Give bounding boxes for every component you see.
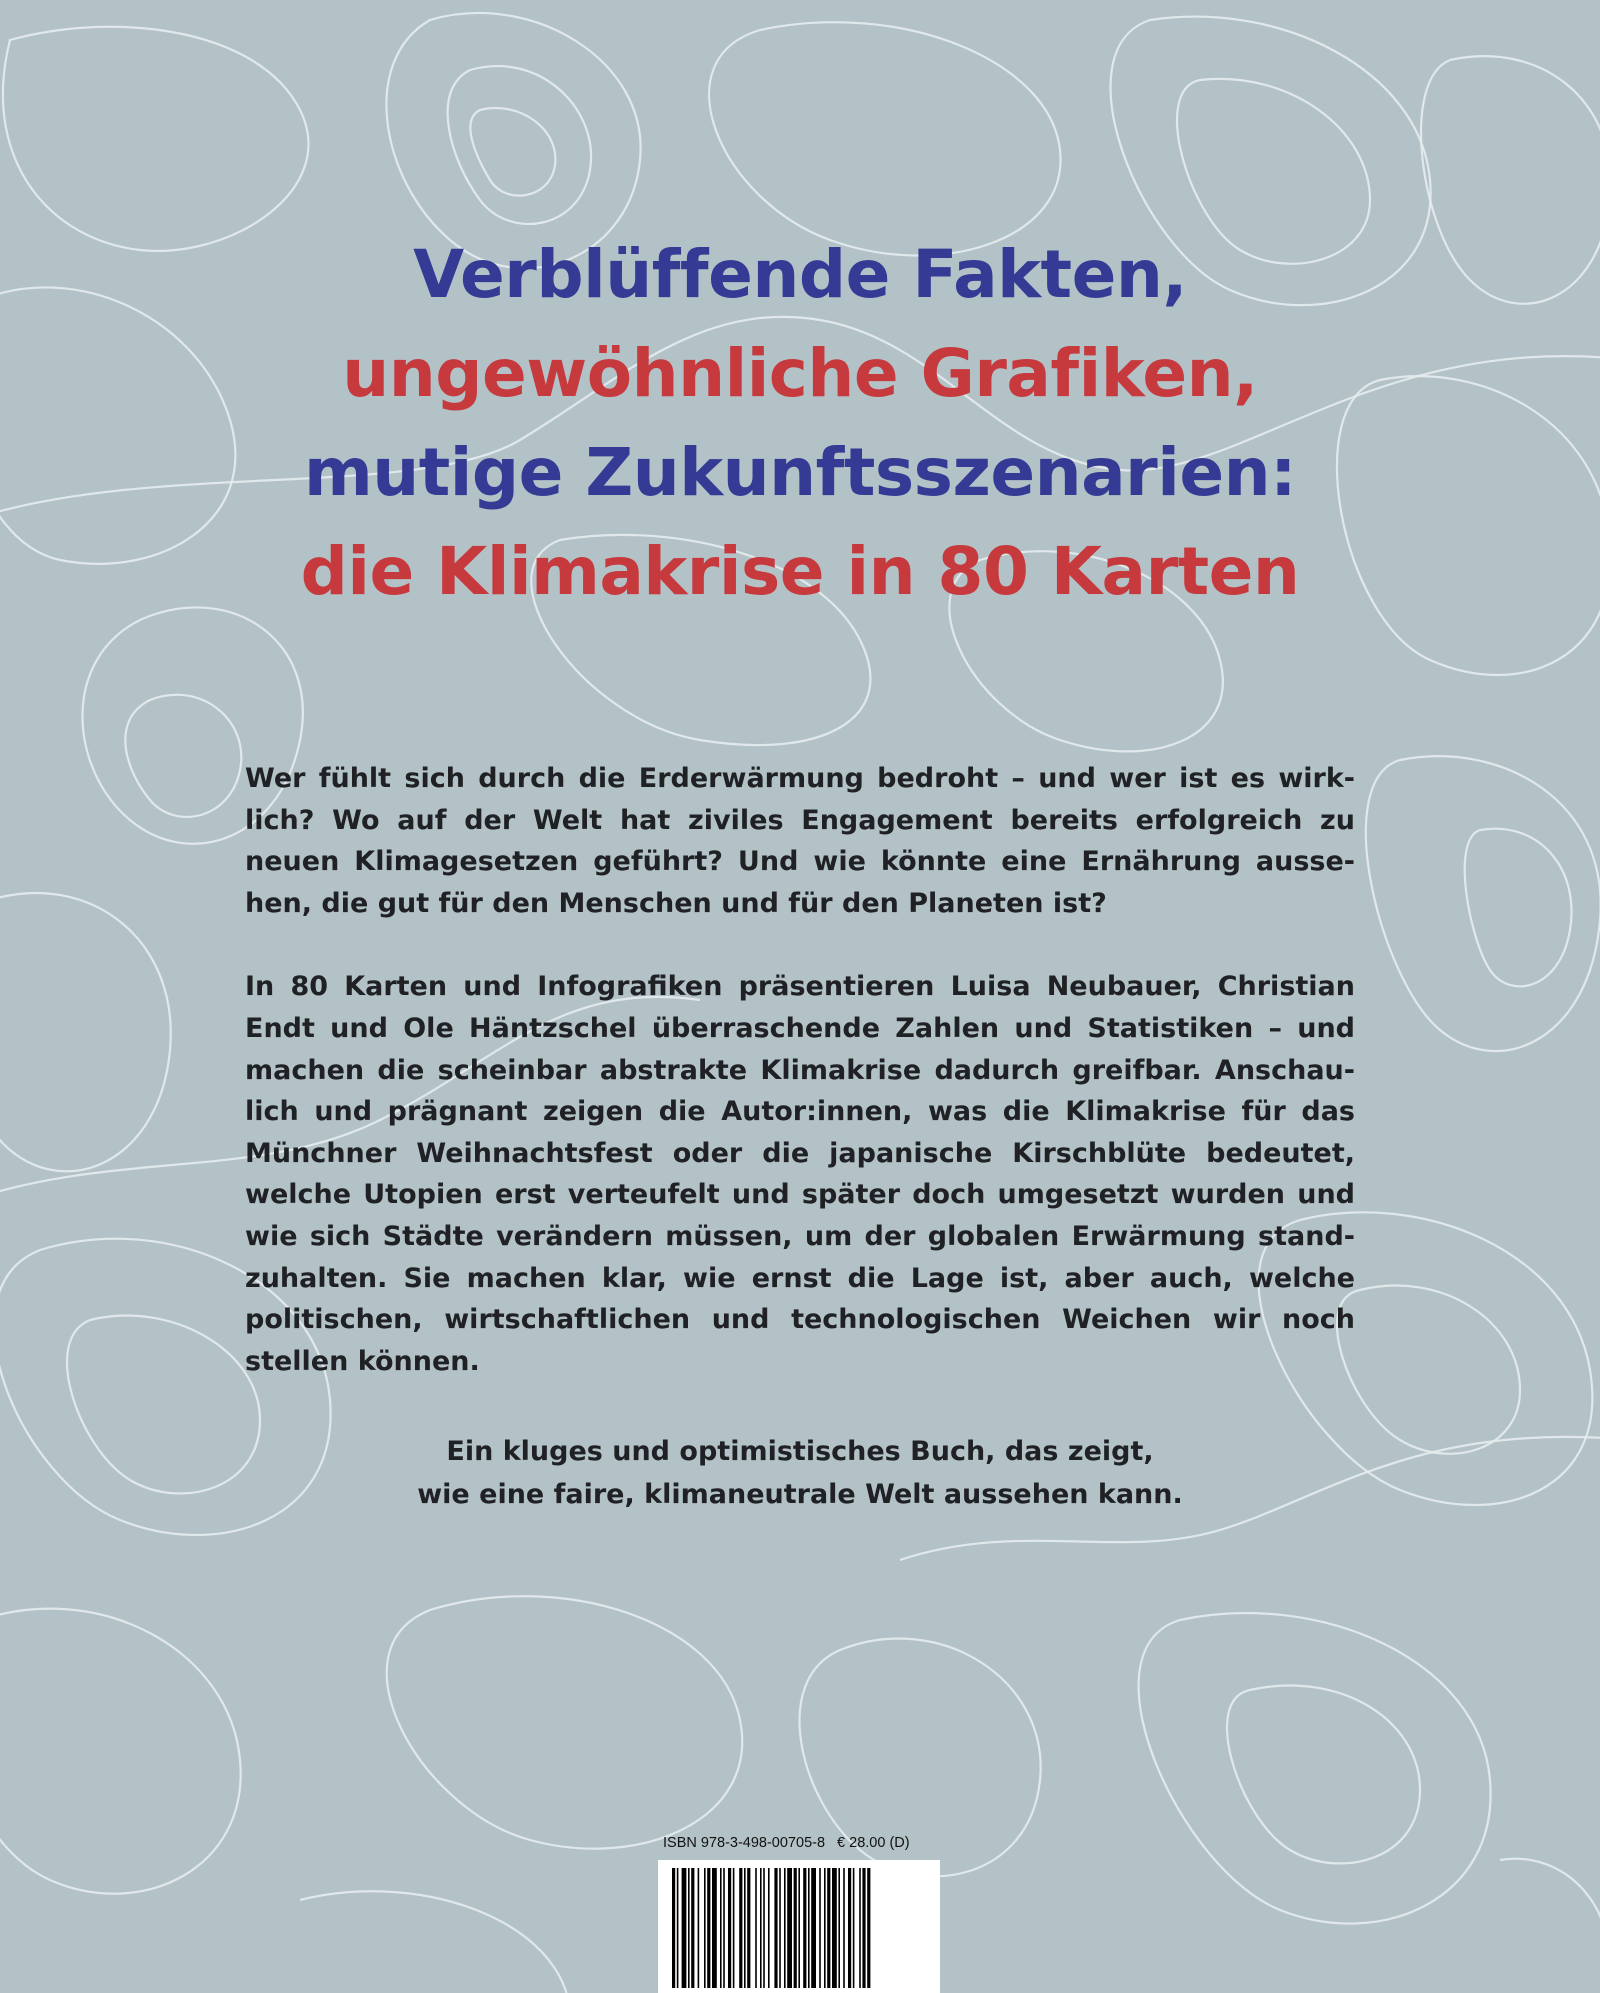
barcode-bar	[784, 1868, 786, 1988]
paragraph-line: hen, die gut für den Menschen und für den Planeten ist?	[245, 887, 1107, 919]
barcode-bar	[787, 1868, 792, 1988]
paragraph-line: In 80 Karten und Infografiken präsentieren Luisa Neubauer, Christian	[245, 971, 1355, 1003]
barcode-bar	[688, 1868, 690, 1988]
barcode-bar	[824, 1868, 826, 1988]
paragraph-line: wie sich Städte verändern müssen, um der globalen Erwärmung stand-	[245, 1220, 1355, 1252]
barcode-bar	[853, 1868, 855, 1988]
headline-line-3: mutige Zukunftsszenarien:	[304, 434, 1296, 511]
barcode-bar	[677, 1868, 679, 1988]
barcode-bar	[827, 1868, 830, 1988]
paragraph-2	[245, 966, 1355, 1382]
headline-line-2: ungewöhnliche Grafiken,	[342, 335, 1258, 412]
barcode-bar	[739, 1868, 742, 1988]
barcode-bar	[862, 1868, 865, 1988]
closing-statement	[0, 1430, 1600, 1516]
barcode-bar	[832, 1868, 837, 1988]
barcode-bar	[704, 1868, 706, 1988]
barcode-bar	[747, 1868, 750, 1988]
barcode-bar	[811, 1868, 816, 1988]
barcode-bar	[760, 1868, 762, 1988]
headline-line-1: Verblüffende Fakten,	[413, 236, 1187, 313]
barcode-bar	[755, 1868, 757, 1988]
blurb-text	[245, 758, 1355, 1424]
barcode-bar	[712, 1868, 717, 1988]
isbn-number: ISBN 978-3-498-00705-8	[663, 1835, 826, 1851]
barcode-bar	[798, 1868, 800, 1988]
closing-line-1: Ein kluges und optimistisches Buch, das zeigt,	[446, 1436, 1154, 1467]
paragraph-line: machen die scheinbar abstrakte Klimakrise dadurch greifbar. Anschau-	[245, 1054, 1355, 1086]
barcode-bar	[733, 1868, 735, 1988]
barcode-image	[658, 1860, 940, 1993]
barcode-bar	[803, 1868, 806, 1988]
barcode-bar	[819, 1868, 821, 1988]
barcode-bar	[808, 1868, 810, 1988]
barcode-bar	[779, 1868, 781, 1988]
barcode-bar	[698, 1868, 700, 1988]
paragraph-line: zuhalten. Sie machen klar, wie ernst die Lage ist, aber auch, welche	[245, 1262, 1355, 1294]
barcode-bar	[859, 1868, 861, 1988]
paragraph-line: lich? Wo auf der Welt hat ziviles Engagement bereits erfolgreich zu	[245, 804, 1355, 836]
paragraph-line: lich und prägnant zeigen die Autor:innen, was die Klimakrise für das	[245, 1096, 1355, 1128]
barcode-bar	[672, 1868, 675, 1988]
barcode-bar	[691, 1868, 694, 1988]
paragraph-line: politischen, wirtschaftlichen und technologischen Weichen wir noch	[245, 1304, 1355, 1336]
headline	[0, 225, 1600, 621]
barcode-bar	[848, 1868, 851, 1988]
paragraph-1	[245, 758, 1355, 924]
barcode-block	[658, 1833, 940, 1993]
barcode-bar	[707, 1868, 710, 1988]
paragraph-line: Wer fühlt sich durch die Erderwärmung bedroht – und wer ist es wirk-	[245, 763, 1355, 794]
price-label: € 28.00 (D)	[837, 1835, 910, 1851]
paragraph-line: welche Utopien erst verteufelt und später doch umgesetzt wurden und	[245, 1179, 1355, 1211]
paragraph-line: neuen Klimagesetzen geführt? Und wie könnte eine Ernährung ausse-	[245, 846, 1355, 878]
barcode-bar	[728, 1868, 731, 1988]
barcode-bar	[682, 1868, 687, 1988]
barcode-bar	[720, 1868, 722, 1988]
barcode-bar	[838, 1868, 840, 1988]
barcode-bar	[867, 1868, 870, 1988]
barcode-bar	[794, 1868, 797, 1988]
isbn-line	[663, 1835, 935, 1851]
headline-line-4: die Klimakrise in 80 Karten	[300, 533, 1300, 610]
barcode-bar	[774, 1868, 777, 1988]
barcode-bar	[768, 1868, 770, 1988]
barcode-bar	[744, 1868, 746, 1988]
paragraph-line: stellen können.	[245, 1345, 480, 1377]
paragraph-line: Münchner Weihnachtsfest oder die japanische Kirschblüte bedeutet,	[245, 1137, 1355, 1169]
closing-line-2: wie eine faire, klimaneutrale Welt aussehen kann.	[417, 1479, 1183, 1510]
barcode-bar	[843, 1868, 845, 1988]
barcode-bar	[723, 1868, 725, 1988]
barcode-bar	[763, 1868, 765, 1988]
paragraph-line: Endt und Ole Häntzschel überraschende Zahlen und Statistiken – und	[245, 1012, 1355, 1044]
